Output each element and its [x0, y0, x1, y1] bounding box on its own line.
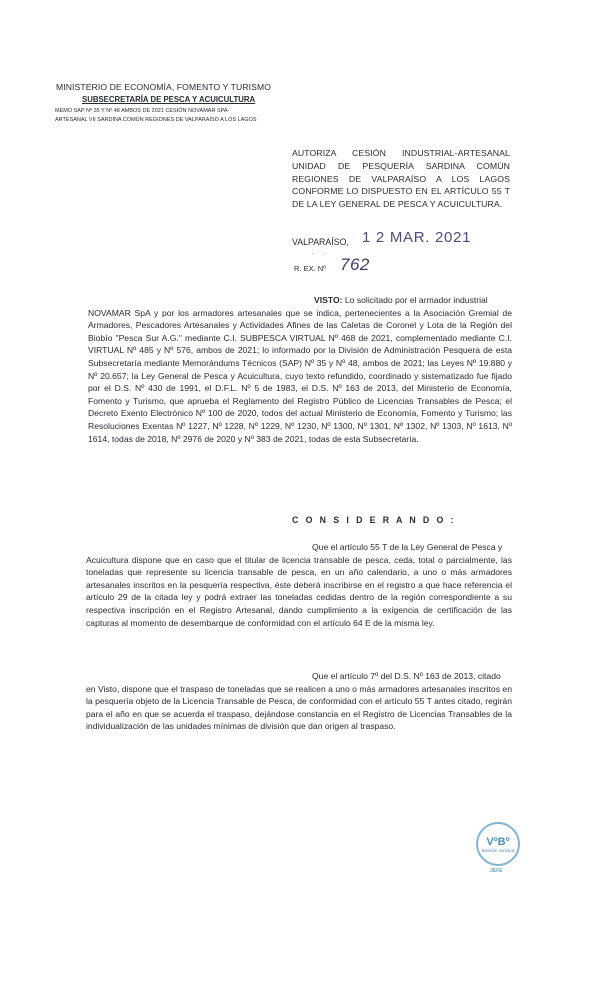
resolution-number: 762	[340, 255, 370, 274]
paragraph-2-lead: Que el artículo 7º del D.S. Nº 163 de 2013, citado	[312, 671, 501, 681]
considerando-paragraph-1	[86, 541, 512, 629]
paragraph-1-lead: Que el artículo 55 T de la Ley General de Pesca y	[312, 542, 503, 552]
approval-stamp-initial: JEFE	[490, 868, 503, 874]
ministry-title: MINISTERIO DE ECONOMÍA, FOMENTO Y TURISMO	[56, 82, 271, 92]
resolution-summary: AUTORIZA CESIÓN INDUSTRIAL-ARTESANAL UNIDAD DE PESQUERÍA SARDINA COMÚN REGIONES DE VALPARAÍSO A LOS LAGOS CONFORME LO DISPUESTO EN EL ARTÍCULO 55 T DE LA LEY GENERAL DE PESCA Y ACUICULTURA.	[292, 148, 510, 210]
visto-lead-text: Lo solicitado por el armador industrial	[344, 295, 488, 305]
paragraph-2-body: en Visto, dispone que el traspaso de toneladas que se realicen a uno o más armadores artesanales inscritos en la pesquería objeto de la Licencia Transable de Pesca, de conformidad con el artículo 55 T antes citado, regirán para el año en que se acuerda el traspaso, dejándose constancia en el Registro de Licencias Transables de la individualización de las unidades mínimas de división que dan origen al traspaso.	[86, 683, 512, 732]
memo-reference-line-2: ARTESANAL VII SARDINA COMÚN REGIONES DE VALPARAÍSO A LOS LAGOS	[55, 117, 257, 123]
approval-stamp	[476, 822, 520, 866]
visto-label: VISTO:	[314, 295, 343, 305]
memo-reference-line-1: MEMO SAP Nº 35 Y Nº 48 AMBOS DE 2021 CESIÓN NOVAMAR SPA-	[55, 108, 230, 114]
considerando-heading: C O N S I D E R A N D O :	[292, 515, 456, 525]
stamp-dots: . .	[312, 250, 330, 256]
resolution-number-label: R. EX. Nº	[294, 264, 326, 273]
visto-paragraph	[88, 294, 512, 445]
approval-stamp-text: VºBº	[486, 835, 510, 848]
place-label: VALPARAÍSO,	[292, 237, 349, 247]
date-stamp: 1 2 MAR. 2021	[362, 229, 472, 246]
subsecretaria-title: SUBSECRETARÍA DE PESCA Y ACUICULTURA	[82, 95, 256, 104]
approval-stamp-signature: División Jurídica	[481, 847, 515, 853]
paragraph-1-body: Acuicultura dispone que en caso que el titular de licencia transable de pesca, ceda, total o parcialmente, las toneladas que represente su licencia transable de pesca, en un año calendario, a uno o más armadores artesanales inscritos en la pesquería respectiva, éste deberá inscribirse en el registro a que hace referencia el artículo 29 de la citada ley y podrá extraer las toneladas cedidas dentro de la región correspondiente a su respectiva inscripción en el Registro Artesanal, dando cumplimiento a la exigencia de certificación de las capturas al momento de desembarque de conformidad con el artículo 64 E de la misma ley.	[86, 554, 512, 628]
considerando-paragraph-2	[86, 670, 512, 733]
visto-body: NOVAMAR SpA y por los armadores artesanales que se indica, pertenecientes a la Asociación Gremial de Armadores, Pescadores Artesanales y Actividades Afines de las Caletas de Coronel y Lota de la Región del Biobío "Pesca Sur A.G." mediante C.I. SUBPESCA VIRTUAL Nº 468 de 2021, complementado mediante C.I. VIRTUAL Nº 485 y Nº 576, ambos de 2021; lo informado por la División de Administración Pesquera de esta Subsecretaría mediante Memorándums Técnicos (SAP) Nº 35 y Nº 48, ambos de 2021; las Leyes Nº 19.880 y Nº 20.657; la Ley General de Pesca y Acuicultura, cuyo texto refundido, coordinado y sistematizado fue fijado por el D.S. Nº 430 de 1991, el D.F.L. Nº 5 de 1983, el D.S. Nº 163 de 2013, del Ministerio de Economía, Fomento y Turismo, que aprueba el Reglamento del Registro Público de Licencias Transables de Pesca; el Decreto Exento Electrónico Nº 100 de 2020, todos del actual Ministerio de Economía, Fomento y Turismo; las Resoluciones Exentas Nº 1227, Nº 1228, Nº 1229, Nº 1230, Nº 1300, Nº 1301, Nº 1302, Nº 1303, Nº 1613, Nº 1614, todas de 2018, Nº 2976 de 2020 y Nº 383 de 2021, todas de esta Subsecretaría.	[88, 307, 512, 444]
visto-lead	[88, 294, 512, 307]
